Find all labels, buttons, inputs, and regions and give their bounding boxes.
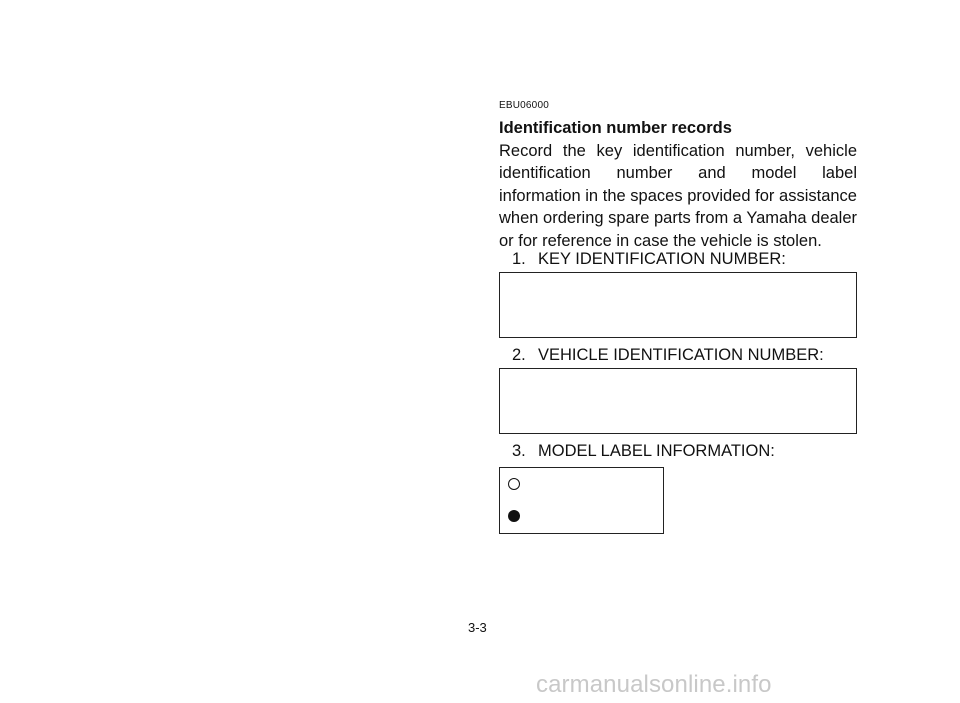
item-number: 3.	[512, 442, 526, 460]
item-label: MODEL LABEL INFORMATION:	[538, 442, 775, 460]
item-number: 2.	[512, 346, 526, 364]
section-heading: Identification number records	[499, 119, 732, 137]
open-circle-icon	[508, 478, 520, 490]
reference-code: EBU06000	[499, 100, 549, 111]
instruction-paragraph: Record the key identification number, vehicle identification number and model label information in the spaces provided for assistance when ordering spare parts from a Yamaha dealer or for reference in case the vehicle is stolen.	[499, 142, 858, 250]
watermark: carmanualsonline.info	[536, 671, 772, 698]
model-label-item	[512, 442, 775, 461]
vehicle-id-item	[512, 346, 824, 365]
item-number: 1.	[512, 250, 526, 268]
vehicle-id-entry-box[interactable]	[499, 368, 857, 434]
filled-circle-icon	[508, 510, 520, 522]
key-id-item	[512, 250, 786, 269]
item-label: KEY IDENTIFICATION NUMBER:	[538, 250, 786, 268]
model-label-entry-box[interactable]	[499, 467, 664, 534]
key-id-entry-box[interactable]	[499, 272, 857, 338]
item-label: VEHICLE IDENTIFICATION NUMBER:	[538, 346, 824, 364]
page-number: 3-3	[468, 620, 487, 635]
